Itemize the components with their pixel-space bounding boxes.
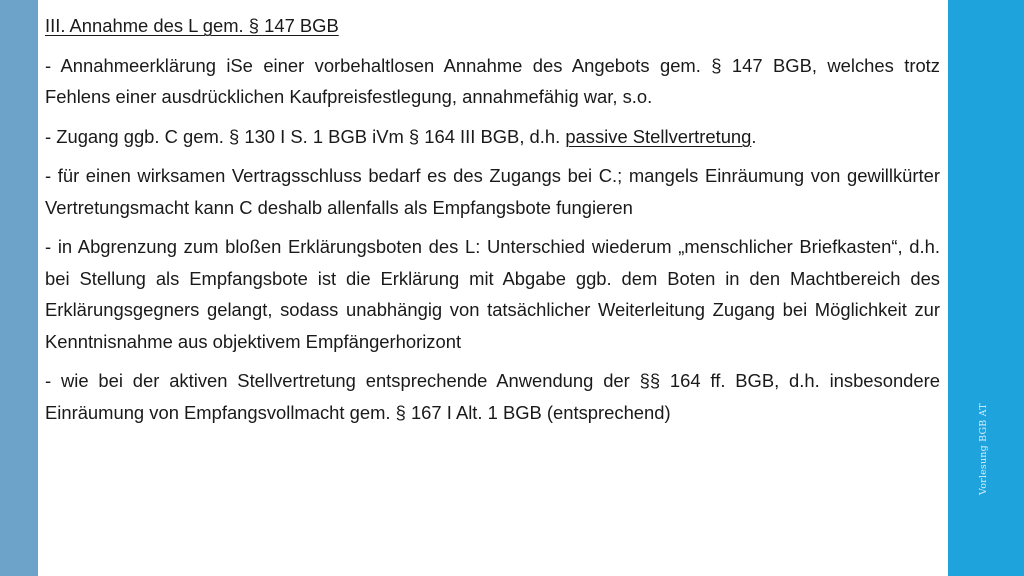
- left-accent-bar: [0, 0, 38, 576]
- paragraph-vertragsschluss: - für einen wirksamen Vertragsschluss bedarf es des Zugangs bei C.; mangels Einräumung von gewillkürter Vertretungsmacht kann C deshalb allenfalls als Empfangsbote fungieren: [45, 165, 940, 218]
- slide-content: [45, 10, 940, 436]
- footer-label: Vorlesung BGB AT: [978, 403, 989, 495]
- paragraph-abgrenzung: - in Abgrenzung zum bloßen Erklärungsboten des L: Unterschied wiederum „menschlicher Briefkasten“, d.h. bei Stellung als Empfangsbote ist die Erklärung mit Abgabe ggb. dem Boten in den Machtbereich des Erklärungsgegners gelangt, sodass unabhängig von tatsächlicher Weiterleitung Zugang bei Möglichkeit zur Kenntnisnahme aus objektivem Empfängerhorizont: [45, 236, 940, 352]
- slide-heading: III. Annahme des L gem. § 147 BGB: [45, 15, 339, 36]
- paragraph-zugang: [45, 121, 940, 153]
- passive-stellvertretung-term: passive Stellvertretung: [565, 125, 752, 147]
- paragraph-zugang-end: .: [751, 125, 757, 147]
- paragraph-annahmeerklaerung: - Annahmeerklärung iSe einer vorbehaltlosen Annahme des Angebots gem. § 147 BGB, welches trotz Fehlens einer ausdrücklichen Kaufpreisfestlegung, annahmefähig war, s.o.: [45, 54, 940, 107]
- paragraph-zugang-text: - Zugang ggb. C gem. § 130 I S. 1 BGB iVm § 164 III BGB, d.h.: [45, 125, 566, 147]
- paragraph-analoge-anwendung: - wie bei der aktiven Stellvertretung entsprechende Anwendung der §§ 164 ff. BGB, d.h. insbesondere Einräumung von Empfangsvollmacht gem. § 167 I Alt. 1 BGB (entsprechend): [45, 370, 940, 423]
